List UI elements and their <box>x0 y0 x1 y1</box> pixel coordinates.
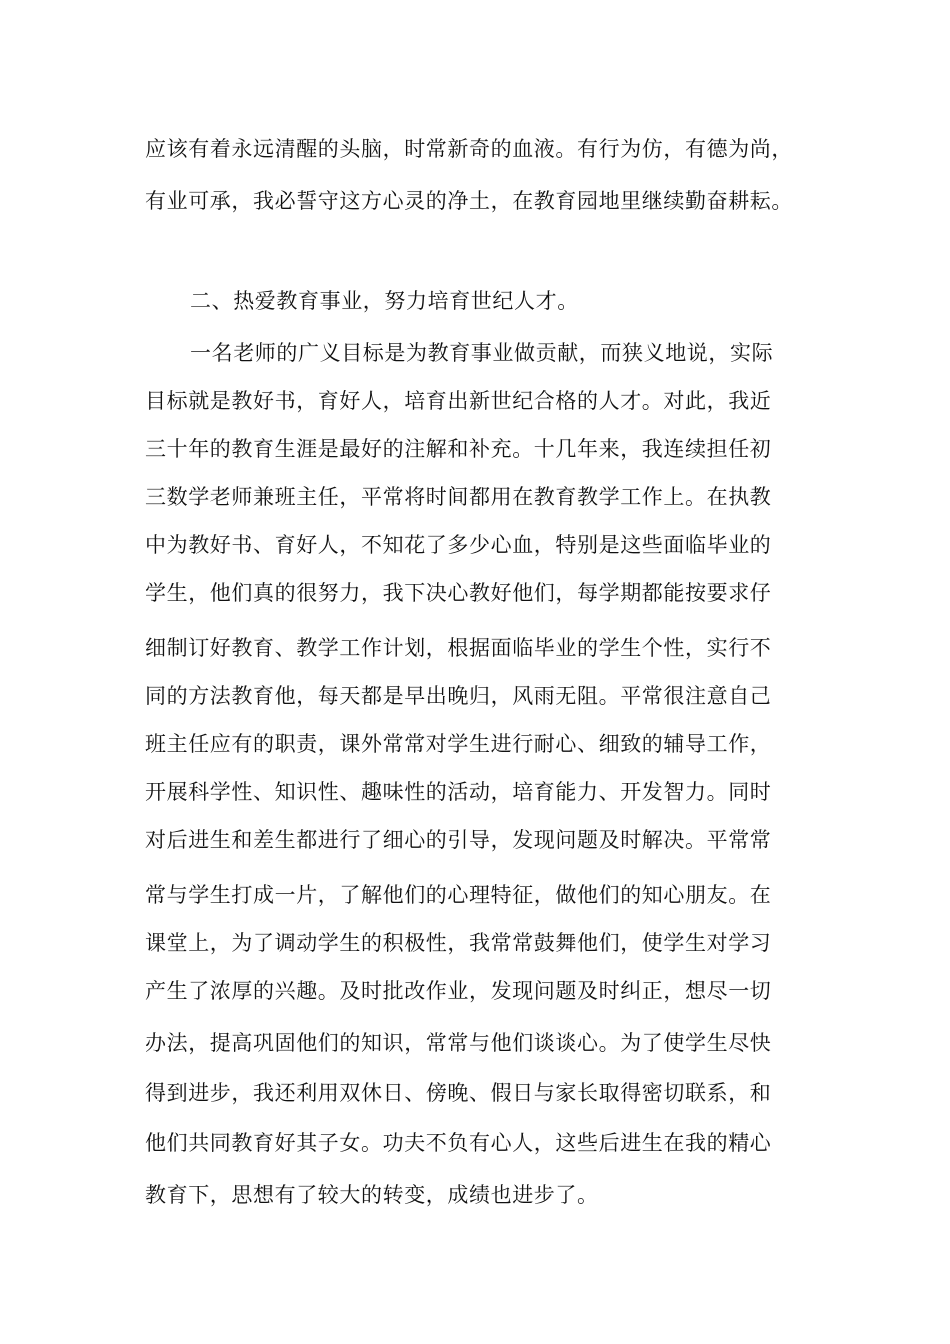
text-line: 三数学老师兼班主任，平常将时间都用在教育教学工作上。在执教 <box>145 485 772 509</box>
text-line: 办法，提高巩固他们的知识，常常与他们谈谈心。为了使学生尽快 <box>145 1031 772 1055</box>
text-line: 得到进步，我还利用双休日、傍晚、假日与家长取得密切联系，和 <box>145 1081 772 1105</box>
text-line: 教育下，思想有了较大的转变，成绩也进步了。 <box>145 1183 599 1207</box>
section-heading: 二、热爱教育事业，努力培育世纪人才。 <box>190 289 579 313</box>
text-line: 应该有着永远清醒的头脑，时常新奇的血液。有行为仿，有德为尚， <box>145 137 793 161</box>
text-line: 班主任应有的职责，课外常常对学生进行耐心、细致的辅导工作， <box>145 732 772 756</box>
text-line: 学生，他们真的很努力，我下决心教好他们，每学期都能按要求仔 <box>145 581 772 605</box>
text-line: 有业可承，我必誓守这方心灵的净土，在教育园地里继续勤奋耕耘。 <box>145 189 793 213</box>
text-line: 目标就是教好书，育好人，培育出新世纪合格的人才。对此，我近 <box>145 389 772 413</box>
text-line: 开展科学性、知识性、趣味性的活动，培育能力、开发智力。同时 <box>145 780 772 804</box>
text-line: 课堂上，为了调动学生的积极性，我常常鼓舞他们，使学生对学习 <box>145 931 772 955</box>
text-line: 他们共同教育好其子女。功夫不负有心人，这些后进生在我的精心 <box>145 1131 772 1155</box>
text-line: 一名老师的广义目标是为教育事业做贡献，而狭义地说，实际 <box>190 341 774 365</box>
text-line: 中为教好书、育好人，不知花了多少心血，特别是这些面临毕业的 <box>145 533 772 557</box>
text-line: 三十年的教育生涯是最好的注解和补充。十几年来，我连续担任初 <box>145 437 772 461</box>
text-line: 同的方法教育他，每天都是早出晚归，风雨无阻。平常很注意自己 <box>145 684 772 708</box>
text-line: 细制订好教育、教学工作计划，根据面临毕业的学生个性，实行不 <box>145 636 772 660</box>
text-line: 常与学生打成一片，了解他们的心理特征，做他们的知心朋友。在 <box>145 883 772 907</box>
text-line: 产生了浓厚的兴趣。及时批改作业，发现问题及时纠正，想尽一切 <box>145 979 772 1003</box>
text-line: 对后进生和差生都进行了细心的引导，发现问题及时解决。平常常 <box>145 828 772 852</box>
